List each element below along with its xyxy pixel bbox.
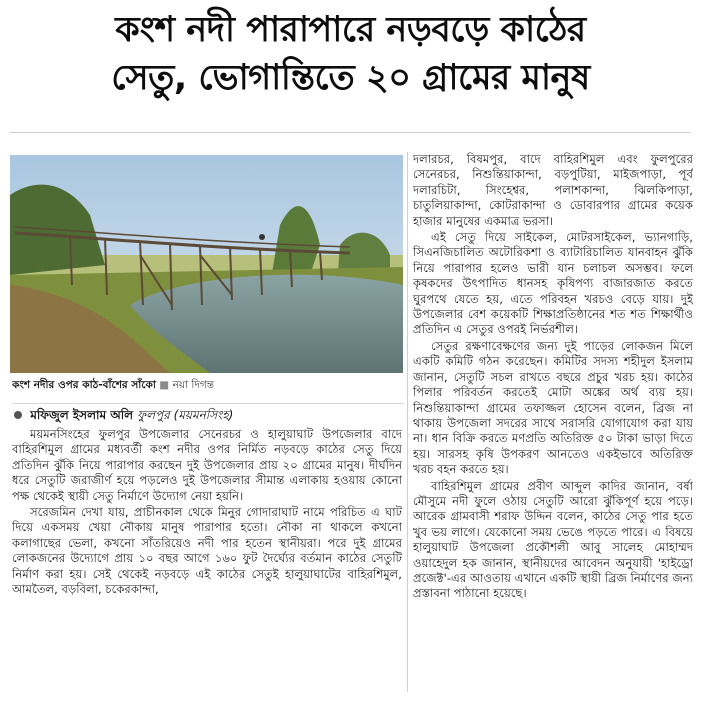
- headline-line-1: কংশ নদী পারাপারে নড়বড়ে কাঠের: [115, 10, 586, 50]
- caption-source: নয়া দিগন্ত: [172, 379, 215, 391]
- headline-rule: [10, 132, 691, 133]
- paragraph: এই সেতু দিয়ে সাইকেল, মোটরসাইকেল, ভ্যানগাড়ি, সিএনজিচালিত অটোরিকশা ও ব্যাটারিচালিত যানবাহন ঝুঁকি নিয়ে পারাপার হলেও ভারী যান চলাচল অসম্ভব। ফলে কৃষকদের উৎপাদিত ধানসহ কৃষিপণ্য বাজারজাত করতে ঘুরপথে যেতে হয়, এতে পরিবহন খরচও বেড়ে যায়। দুই উপজেলার বেশ কয়েকটি শিক্ষাপ্রতিষ্ঠানের শত শত শিক্ষার্থীও প্রতিদিন এ সেতুর ওপরই নির্ভরশীল।: [413, 230, 693, 337]
- paragraph: সেতুর রক্ষণাবেক্ষণের জন্য দুই পাড়ের লোকজন মিলে একটি কমিটি গঠন করেছেন। কমিটির সদস্য শহীদুল ইসলাম জানান, সেতুটি সচল রাখতে বছরে প্রচুর খরচ হয়। কাঠের পিলার পরিবর্তন করতেই মোটা অঙ্কের অর্থ ব্যয় হয়। নিশুন্তিয়াকান্দা গ্রামের তফাজ্জল হোসেন বলেন, ব্রিজ না থাকায় উপজেলা সদরের সাথে সরাসরি যোগাযোগ করা যায় না। ধান বিক্রি করতে মণপ্রতি অতিরিক্ত ৫০ টাকা ভাড়া দিতে হয়। সারসহ কৃষি উপকরণ আনতেও একইভাবে অতিরিক্ত খরচ বহন করতে হয়।: [413, 338, 693, 477]
- byline-author: মফিজুল ইসলাম অলি: [30, 408, 134, 422]
- photo-caption: [12, 377, 404, 393]
- article-column-left: [12, 427, 402, 699]
- caption-separator-icon: ■: [159, 379, 170, 391]
- bridge-photo: [10, 155, 403, 373]
- column-divider: [407, 152, 408, 692]
- bullet-icon: [14, 411, 22, 419]
- paragraph: সরেজমিন দেখা যায়, প্রাচীনকাল থেকে মিনুর গোদারাঘাট নামে পরিচিত এ ঘাট দিয়ে একসময় খেয়া নৌকায় মানুষ পারাপার হতো। নৌকা না থাকলে কখনো কলাগাছের ভেলা, কখনো সাঁতরিয়েও নদী পার হতেন স্থানীয়রা। পরে দুই গ্রামের লোকজনের উদ্যোগে প্রায় ১০ বছর আগে ১৬০ ফুট দৈর্ঘ্যের বর্তমান কাঠের সেতুটি নির্মাণ করা হয়। সেই থেকেই নড়বড়ে এই কাঠের সেতুই হালুয়াঘাটের বাহিরশিমুল, আমতৈল, বড়বিলা, চকেরকান্দা,: [12, 505, 402, 597]
- paragraph: দলারচর, বিষমপুর, বাদে বাহিরশিমুল এবং ফুলপুরের সেনেরচর, নিশুন্তিয়াকান্দা, বড়পুটিয়া, মাইজপাড়া, পূর্ব দলারচিটা, সিংহেশ্বর, পলাশকান্দা, ঝিলকিপাড়া, চাতুলিয়াকান্দা, কোটরাকান্দা ও ডোবারপার গ্রামের কয়েক হাজার মানুষের একমাত্র ভরসা।: [413, 152, 693, 228]
- paragraph: ময়মনসিংহের ফুলপুর উপজেলার সেনেরচর ও হালুয়াঘাট উপজেলার বাদে বাহিরশিমুল গ্রামের মধ্যবর্তী কংশ নদীর ওপর নির্মিত নড়বড়ে কাঠের সেতু দিয়ে প্রতিদিন ঝুঁকি নিয়ে পারাপার করছেন দুই উপজেলার প্রায় ২০ গ্রামের মানুষ। দীর্ঘদিন ধরে সেতুটি জরাজীর্ণ হয়ে পড়লেও দুই উপজেলার সীমান্ত এলাকায় হওয়ায় কোনো পক্ষ থেকেই স্থায়ী সেতু নির্মাণে উদ্যোগ নেয়া হয়নি।: [12, 427, 402, 503]
- headline: [8, 6, 693, 102]
- byline-location: ফুলপুর (ময়মনসিংহ): [137, 408, 234, 422]
- paragraph: বাহিরশিমুল গ্রামের প্রবীণ আব্দুল কাদির জানান, বর্ষা মৌসুমে নদী ফুলে ওঠায় সেতুটি আরো ঝুঁকিপূর্ণ হয়ে পড়ে। আরেক গ্রামবাসী শরাফ উদ্দিন বলেন, কাঠের সেতু পার হতে খুব ভয় লাগে। যেকোনো সময় ভেঙে পড়তে পারে। এ বিষয়ে হালুয়াঘাট উপজেলা প্রকৌশলী আবু সালেহ মোহাম্মদ ওয়াহেদুল হক জানান, স্থানীয়দের আবেদন অনুযায়ী 'হাইড্রো প্রজেক্ট'-এর আওতায় এখানে একটি স্থায়ী ব্রিজ নির্মাণের জন্য প্রস্তাবনা পাঠানো হয়েছে।: [413, 478, 693, 601]
- article-column-right: [413, 152, 693, 697]
- headline-line-2: সেতু, ভোগান্তিতে ২০ গ্রামের মানুষ: [111, 58, 590, 98]
- bridge-photo-illustration: [10, 155, 403, 373]
- caption-text: কংশ নদীর ওপর কাঠ-বাঁশের সাঁকো: [12, 379, 156, 391]
- person-on-bridge: [259, 234, 265, 240]
- byline: [12, 403, 404, 424]
